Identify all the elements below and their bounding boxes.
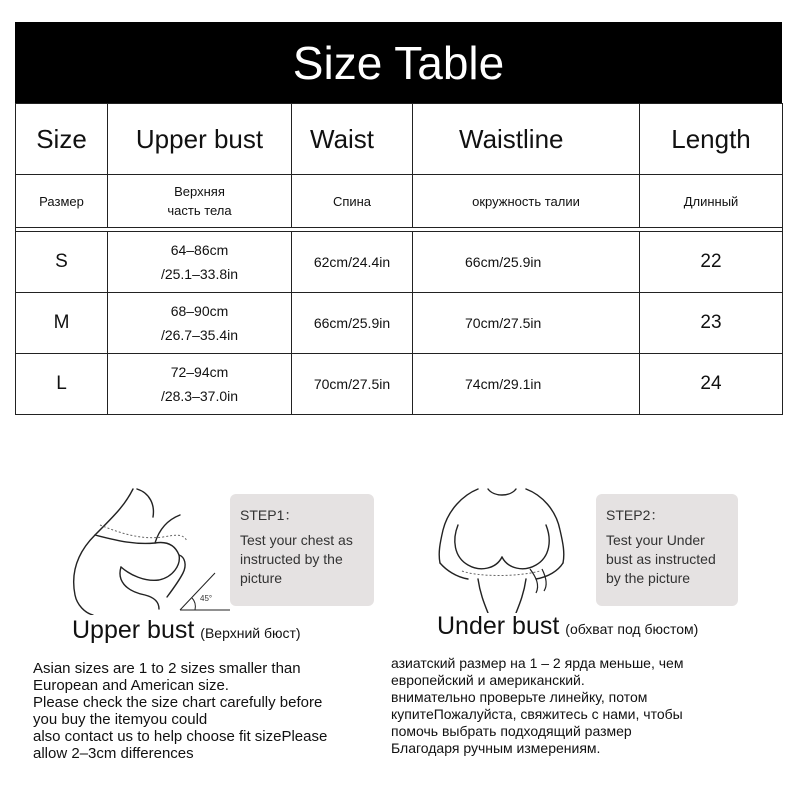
note-line: Please check the size chart carefully before <box>33 694 323 711</box>
header-upper-bust: Upper bust <box>108 104 292 175</box>
cell-upper-bust-cm: 64–86cm <box>170 242 229 258</box>
note-line: внимательно проверьте линейку, потом <box>391 689 648 705</box>
step2-text: Test your Under bust as instructed by the picture <box>606 532 716 586</box>
table-title: Size Table <box>15 22 782 103</box>
step1-title: STEP1： <box>240 507 299 523</box>
cell-length: 23 <box>640 293 783 354</box>
cell-waistline: 74cm/29.1in <box>413 354 640 415</box>
cell-upper-bust <box>108 293 292 354</box>
cell-upper-bust-in: /25.1–33.8in <box>160 266 239 282</box>
table-row <box>16 232 783 293</box>
cell-upper-bust-in: /28.3–37.0in <box>160 388 239 404</box>
angle-label: 45° <box>200 594 213 603</box>
cell-size: M <box>16 293 108 354</box>
cell-size: S <box>16 232 108 293</box>
header-length: Length <box>640 104 783 175</box>
upper-bust-label-en: Upper bust <box>72 616 195 644</box>
note-line: Благодаря ручным измерениям. <box>391 740 601 756</box>
cell-upper-bust-cm: 72–94cm <box>170 364 229 380</box>
note-line: European and American size. <box>33 677 229 694</box>
cell-upper-bust <box>108 232 292 293</box>
step2-title: STEP2： <box>606 507 665 523</box>
note-line: allow 2–3cm differences <box>33 745 194 762</box>
header-ru-length: Длинный <box>640 175 783 228</box>
table-row <box>16 293 783 354</box>
size-table <box>15 22 782 415</box>
upper-bust-label-ru: (Верхний бюст) <box>200 625 301 641</box>
step1-box <box>230 494 374 606</box>
cell-upper-bust <box>108 354 292 415</box>
note-line: also contact us to help choose fit sizePlease <box>33 728 328 745</box>
cell-waistline: 66cm/25.9in <box>413 232 640 293</box>
header-ru-waist: Спина <box>292 175 413 228</box>
cell-length: 24 <box>640 354 783 415</box>
header-waist: Waist <box>292 104 413 175</box>
note-line: Asian sizes are 1 to 2 sizes smaller than <box>33 660 301 677</box>
under-bust-label-ru: (обхват под бюстом) <box>565 621 699 637</box>
header-ru-upper-bust <box>108 175 292 228</box>
under-bust-label-en: Under bust <box>437 612 560 640</box>
cell-upper-bust-cm: 68–90cm <box>170 303 229 319</box>
note-line: европейский и американский. <box>391 672 585 688</box>
header-row-ru <box>16 175 783 228</box>
size-grid <box>15 103 783 415</box>
header-ru-waistline: окружность талии <box>413 175 640 228</box>
cell-waist: 66cm/25.9in <box>292 293 413 354</box>
cell-length: 22 <box>640 232 783 293</box>
header-row-en <box>16 104 783 175</box>
under-bust-illustration <box>418 485 588 613</box>
under-bust-label <box>437 612 698 641</box>
upper-bust-label <box>72 616 301 645</box>
cell-waist: 70cm/27.5in <box>292 354 413 415</box>
note-line: азиатский размер на 1 – 2 ярда меньше, чем <box>391 655 684 671</box>
note-line: купитеПожалуйста, свяжитесь с нами, чтобы <box>391 706 683 722</box>
step2-box <box>596 494 738 606</box>
header-ru-upper-line1: Верхняя <box>174 184 225 199</box>
cell-size: L <box>16 354 108 415</box>
note-line: you buy the itemyou could <box>33 711 208 728</box>
upper-bust-illustration <box>55 485 235 615</box>
notes-russian <box>391 655 683 757</box>
header-size: Size <box>16 104 108 175</box>
notes-english <box>33 660 327 762</box>
step1-text: Test your chest as instructed by the picture <box>240 532 353 586</box>
header-ru-size: Размер <box>16 175 108 228</box>
header-waistline: Waistline <box>413 104 640 175</box>
note-line: помочь выбрать подходящий размер <box>391 723 632 739</box>
table-row <box>16 354 783 415</box>
cell-waist: 62cm/24.4in <box>292 232 413 293</box>
cell-upper-bust-in: /26.7–35.4in <box>160 327 239 343</box>
header-ru-upper-line2: часть тела <box>167 203 232 218</box>
cell-waistline: 70cm/27.5in <box>413 293 640 354</box>
